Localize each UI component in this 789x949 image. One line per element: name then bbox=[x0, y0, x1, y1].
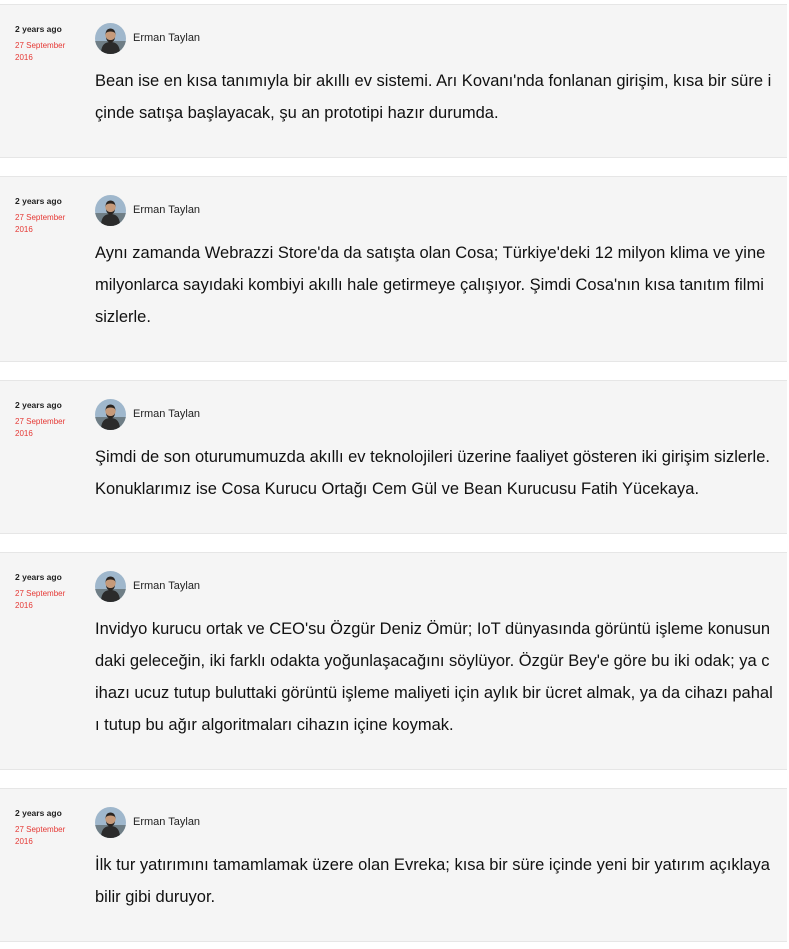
live-entry bbox=[0, 176, 787, 362]
entry-date: 27 September 2016 bbox=[15, 417, 66, 438]
author-name[interactable]: Erman Taylan bbox=[133, 204, 201, 216]
entry-meta bbox=[15, 195, 83, 235]
avatar[interactable] bbox=[95, 23, 126, 54]
relative-time: 2 years ago bbox=[15, 400, 62, 410]
avatar[interactable] bbox=[95, 571, 126, 602]
live-entry bbox=[0, 788, 787, 942]
author[interactable] bbox=[95, 194, 200, 226]
avatar[interactable] bbox=[95, 807, 126, 838]
relative-time: 2 years ago bbox=[15, 196, 62, 206]
entry-date: 27 September 2016 bbox=[15, 41, 66, 62]
author-name[interactable]: Erman Taylan bbox=[133, 816, 201, 828]
entry-text: Şimdi de son oturumumuzda akıllı ev teknolojileri üzerine faaliyet gösteren iki girişim sizlerle. Konuklarımız ise Cosa Kurucu Ortağı Cem Gül ve Bean Kurucusu Fatih Yücekaya. bbox=[95, 448, 770, 498]
entry-meta bbox=[15, 807, 83, 847]
avatar[interactable] bbox=[95, 399, 126, 430]
live-entry bbox=[0, 4, 787, 158]
entry-text: Bean ise en kısa tanımıyla bir akıllı ev sistemi. Arı Kovanı'nda fonlanan girişim, kısa bir süre içinde satışa başlayacak, şu an prototipi hazır durumda. bbox=[95, 72, 772, 122]
author[interactable] bbox=[95, 398, 200, 430]
avatar[interactable] bbox=[95, 195, 126, 226]
entry-meta bbox=[15, 571, 83, 611]
entry-text: Aynı zamanda Webrazzi Store'da da satışta olan Cosa; Türkiye'deki 12 milyon klima ve yine milyonlarca sayıdaki kombiyi akıllı hale getirmeye çalışıyor. Şimdi Cosa'nın kısa tanıtım filmi sizlerle. bbox=[95, 244, 766, 326]
entry-text: Invidyo kurucu ortak ve CEO'su Özgür Deniz Ömür; IoT dünyasında görüntü işleme konusundaki geleceğin, iki farklı odakta yoğunlaşacağını söylüyor. Özgür Bey'e göre bu iki odak; ya cihazı ucuz tutup buluttaki görüntü işleme maliyeti için aylık bir ücret almak, ya da cihazı pahalı tutup bu ağır algoritmaları cihazın içine koymak. bbox=[95, 620, 773, 734]
author-name[interactable]: Erman Taylan bbox=[133, 408, 201, 420]
author-name[interactable]: Erman Taylan bbox=[133, 32, 201, 44]
live-entry bbox=[0, 552, 787, 770]
entry-meta bbox=[15, 23, 83, 63]
author[interactable] bbox=[95, 806, 200, 838]
entry-date: 27 September 2016 bbox=[15, 825, 66, 846]
author-name[interactable]: Erman Taylan bbox=[133, 580, 201, 592]
relative-time: 2 years ago bbox=[15, 808, 62, 818]
author[interactable] bbox=[95, 570, 200, 602]
relative-time: 2 years ago bbox=[15, 572, 62, 582]
entry-date: 27 September 2016 bbox=[15, 589, 66, 610]
entry-text: İlk tur yatırımını tamamlamak üzere olan Evreka; kısa bir süre içinde yeni bir yatırım açıklayabilir gibi duruyor. bbox=[95, 856, 770, 906]
live-blog-feed bbox=[0, 4, 789, 942]
live-entry bbox=[0, 380, 787, 534]
entry-date: 27 September 2016 bbox=[15, 213, 66, 234]
relative-time: 2 years ago bbox=[15, 24, 62, 34]
entry-meta bbox=[15, 399, 83, 439]
author[interactable] bbox=[95, 22, 200, 54]
